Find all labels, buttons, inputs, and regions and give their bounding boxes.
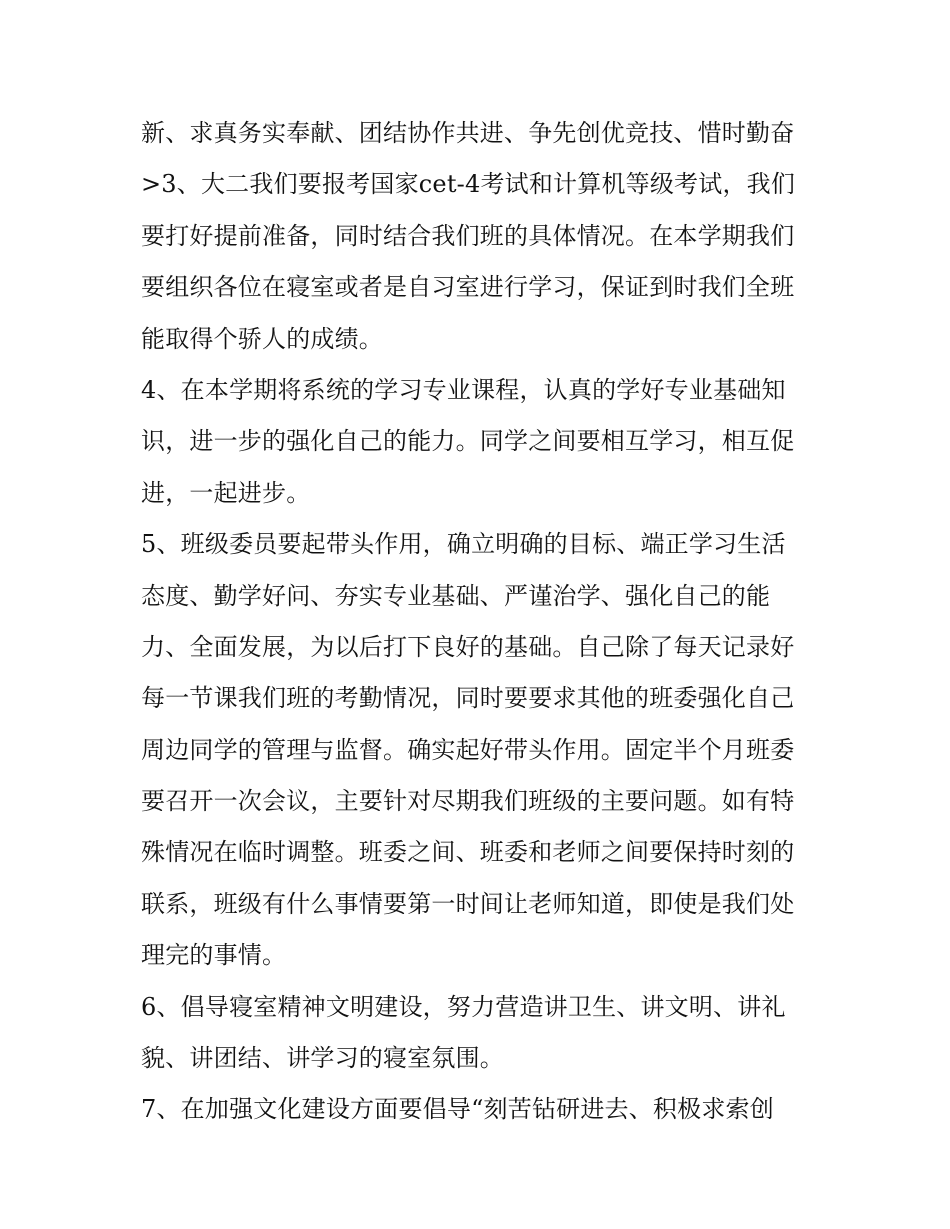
text-line: 态度、勤学好问、夯实专业基础、严谨治学、强化自己的能 [141,581,771,610]
text-line: 5、班级委员要起带头作用，确立明确的目标、端正学习生活 [141,530,786,559]
text-line: 4、在本学期将系统的学习专业课程，认真的学好专业基础知 [141,375,786,404]
text-line: 要召开一次会议，主要针对尽期我们班级的主要问题。如有特 [141,787,795,816]
text-line: 识，进一步的强化自己的能力。同学之间要相互学习，相互促 [141,427,795,456]
text-line: 7、在加强文化建设方面要倡导“刻苦钻研进去、积极求索创 [141,1095,774,1124]
document-body [141,108,821,1136]
text-line: 进，一起进步。 [141,478,311,507]
text-line: 殊情况在临时调整。班委之间、班委和老师之间要保持时刻的 [141,838,795,867]
text-line: 每一节课我们班的考勤情况，同时要要求其他的班委强化自己 [141,684,795,713]
text-line: 力、全面发展，为以后打下良好的基础。自己除了每天记录好 [141,632,795,661]
text-line: >3、大二我们要报考国家cet-4考试和计算机等级考试，我们 [141,170,796,199]
text-line: 要打好提前准备，同时结合我们班的具体情况。在本学期我们 [141,221,795,250]
text-line: 貌、讲团结、讲学习的寝室氛围。 [141,1044,504,1073]
text-line: 周边同学的管理与监督。确实起好带头作用。固定半个月班委 [141,735,795,764]
text-line: 要组织各位在寝室或者是自习室进行学习，保证到时我们全班 [141,273,795,302]
text-line: 6、倡导寝室精神文明建设，努力营造讲卫生、讲文明、讲礼 [141,992,786,1021]
text-line: 理完的事情。 [141,941,287,970]
text-line: 新、求真务实奉献、团结协作共进、争先创优竞技、惜时勤奋 [141,119,795,147]
text-line: 联系，班级有什么事情要第一时间让老师知道，即使是我们处 [141,889,795,918]
text-line: 能取得个骄人的成绩。 [141,324,383,353]
